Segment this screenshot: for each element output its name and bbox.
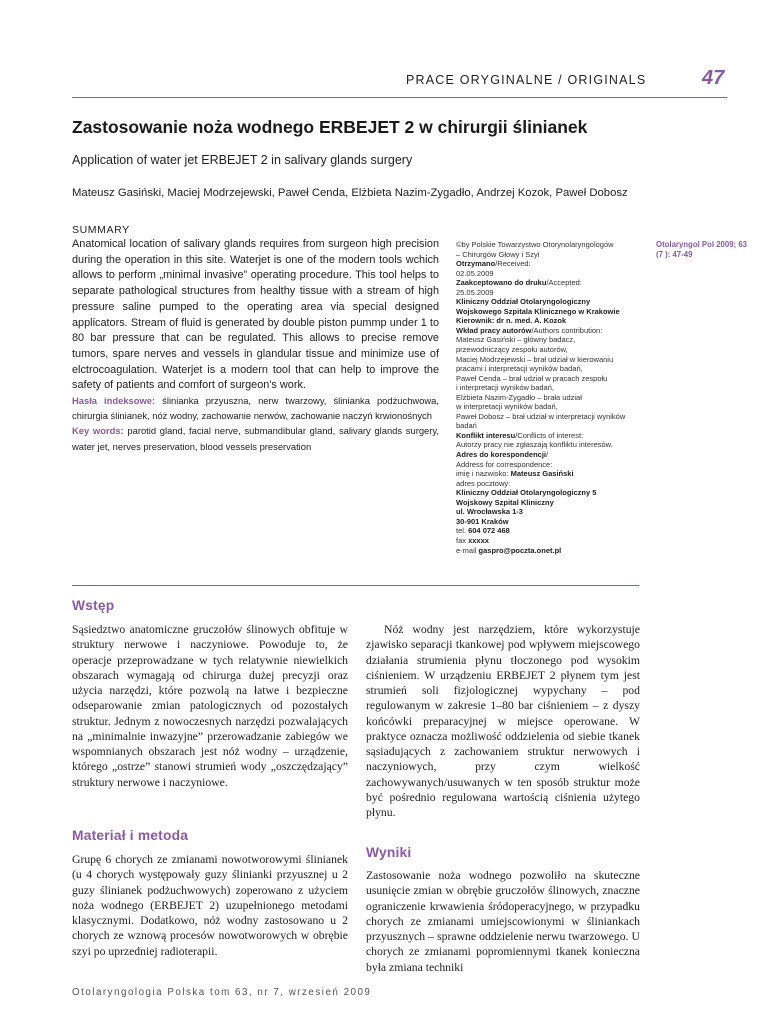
- metadata-line: Zaakceptowano do druku/Accepted:: [456, 278, 582, 288]
- metadata-line: 30-901 Kraków: [456, 516, 509, 526]
- summary-heading: SUMMARY: [72, 224, 130, 236]
- metadata-line: Elżbieta Nazim-Zygadło – brała udział: [456, 392, 582, 402]
- metadata-line: Wojskowy Szpital Kliniczny: [456, 497, 554, 507]
- metadata-line: w interpretacji wyników badań,: [456, 402, 558, 412]
- metadata-line: 02.05.2009: [456, 268, 494, 278]
- article-metadata: [456, 240, 646, 555]
- metadata-line: Kliniczny Oddział Otolaryngologiczny 5: [456, 488, 597, 498]
- metadata-line: Maciej Modrzejewski – brał udział w kierowaniu: [456, 354, 614, 364]
- summary-text: Anatomical location of salivary glands requires from surgeon high precision during the operation in this site. Waterjet is one of the modern tools wchich allows to perform „minimal invasive” operating procedure. This tool helps to separate pathological structures from healthy tissue with a stream of high pressure saline pumped to the operating area via special designed applicators. Stream of fluid is generated by double piston pummp under 1 to 80 bar pressure that can be regulated. This allows to precise remove tumors, spare nerves and vessels in glandular tissue and minimize use of elctrocoagulation. Waterjet is a modern tool that can help to improve the safety of patients and comfort of surgeon's work.: [72, 238, 439, 392]
- metadata-line: Address for correspondence:: [456, 459, 553, 469]
- author-list: Mateusz Gasiński, Maciej Modrzejewski, Paweł Cenda, Elżbieta Nazim-Zygadło, Andrzej Kozok, Paweł Dobosz: [72, 187, 628, 199]
- keywords-pl: [72, 393, 439, 423]
- metadata-line: Otrzymano/Received:: [456, 259, 531, 269]
- metadata-line: badań: [456, 421, 477, 431]
- metadata-line: fax xxxxx: [456, 535, 489, 545]
- section-text-material: Grupę 6 chorych ze zmianami nowotworowymi ślinianek (u 4 chorych występowały guzy ślinianki przyusznej u 2 guzy ślinianek podżuchwowych) zoperowano z użyciem noża wodnego (ERBEJET 2) uzupełnionego metodami klasycznymi. Dodatkowo, nóż wodny zastosowano u 2 chorych ze wznową procesów nowotworowych w obrębie szyi po uprzedniej radioterapii.: [72, 853, 348, 958]
- metadata-line: i interpretacji wyników badań,: [456, 383, 554, 393]
- header-divider: [72, 97, 727, 98]
- keywords-pl-label: Hasła indeksowe:: [72, 395, 156, 406]
- metadata-line: adres pocztowy:: [456, 478, 511, 488]
- metadata-line: Adres do korespondencji/: [456, 450, 549, 460]
- metadata-line: Kierownik: dr n. med. A. Kozok: [456, 316, 567, 326]
- keywords-en-text: parotid gland, facial nerve, submandibular gland, salivary glands surgery, water jet, nerves preservation, blood vessels preservation: [72, 425, 439, 452]
- keywords-en: [72, 423, 439, 453]
- metadata-line: Paweł Dobosz – brał udział w interpretacji wyników: [456, 411, 626, 421]
- metadata-line: e-mail gaspro@poczta.onet.pl: [456, 545, 562, 555]
- section-heading-wstep: Wstęp: [72, 598, 115, 613]
- section-label: PRACE ORYGINALNE / ORIGINALS: [406, 73, 647, 87]
- metadata-line: Paweł Cenda – brał udział w pracach zespołu: [456, 373, 608, 383]
- keywords-block: [72, 393, 439, 454]
- section-text-noz: Nóż wodny jest narzędziem, które wykorzystuje zjawisko separacji tkankowej pod wpływem miejscowego działania strumienia płynu tłoczonego pod wysokim ciśnieniem. W urządzeniu ERBEJET 2 płynem tym jest strumień soli fizjologicznej wypychany – pod regulowanym w zakresie 1–80 bar ciśnieniem – z dyszy końcówki preparacyjnej w miejsce operowane. W praktyce oznacza możliwość oddzielenia od siebie tkanek sąsiadujących z zachowaniem struktur nerwowych i naczyniowych, przy czym wielkość zachowywanych/usuwanych w ten sposób struktur może być pośrednio regulowana wartością ciśnienia użytego płynu.: [366, 623, 640, 819]
- metadata-line: ul. Wrocławska 1-3: [456, 507, 523, 517]
- metadata-line: Mateusz Gasiński – główny badacz,: [456, 335, 576, 345]
- metadata-line: Kliniczny Oddział Otolaryngologiczny: [456, 297, 591, 307]
- metadata-line: Wkład pracy autorów/Authors contribution:: [456, 325, 603, 335]
- metadata-line: Wojskowego Szpitala Klinicznego w Krakowie: [456, 306, 620, 316]
- metadata-line: imię i nazwisko: Mateusz Gasiński: [456, 469, 574, 479]
- content-divider: [72, 585, 639, 586]
- keywords-en-label: Key words:: [72, 425, 124, 437]
- article-title: Zastosowanie noża wodnego ERBEJET 2 w chirurgii ślinianek: [72, 117, 588, 137]
- section-heading-material: Materiał i metoda: [72, 828, 189, 843]
- metadata-line: – Chirurgów Głowy i Szyi: [456, 249, 540, 259]
- section-text-wyniki: Zastosowanie noża wodnego pozwoliło na skuteczne usunięcie zmian w obrębie gruczołów ślinowych, znaczne ograniczenie krwawienia śródoperacyjnego, w przypadku chorych ze zmianami umiejscowionymi w śliniankach przyusznych – sprawne oddzielenie nerwu twarzowego. U chorych ze zmianami popromiennymi tkanek konieczna była zmiana techniki: [366, 869, 640, 974]
- journal-footer: Otolaryngologia Polska tom 63, nr 7, wrzesień 2009: [72, 987, 372, 998]
- metadata-line: Autorzy pracy nie zgłaszają konfliktu interesów.: [456, 440, 613, 450]
- metadata-line: 25.05.2009: [456, 287, 494, 297]
- keywords-pl-text: ślinianka przyuszna, nerw twarzowy, ślinianka podżuchwowa, chirurgia ślinianek, nóż wodny, zachowanie nerwów, zachowanie naczyń krwionośnych: [72, 395, 439, 422]
- metadata-line: pracami i interpretacji wyników badań,: [456, 364, 583, 374]
- journal-citation: Otolaryngol Pol 2009; 63 (7 ): 47-49: [656, 240, 747, 259]
- section-text-wstep: Sąsiedztwo anatomiczne gruczołów ślinowych obfituje w struktury nerwowe i naczyniowe. Powoduje to, że operacje przeprowadzane w tych relatywnie niewielkich obszarach wymagają od chirurga dużej precyzji oraz użycia narzędzi, które pozwolą na łatwe i bezpieczne odseparowanie zmian patologicznych od pozostałych struktur. Jednym z nowoczesnych narzędzi pozwalających na „minimalnie inwazyjne” przerowadzanie zabiegów we wspomnianych obszarach jest nóż wodny – urządzenie, którego „ostrze” stanowi strumień wody „oszczędzający” struktury nerwowe i naczyniowe.: [72, 623, 348, 789]
- metadata-line: ©by Polskie Towarzystwo Otorynolaryngologów: [456, 240, 614, 249]
- metadata-line: tel. 604 072 468: [456, 526, 510, 536]
- article-subtitle: Application of water jet ERBEJET 2 in salivary glands surgery: [72, 153, 413, 167]
- metadata-line: Konflikt interesu/Conflicts of interest:: [456, 430, 584, 440]
- section-heading-wyniki: Wyniki: [366, 845, 412, 860]
- metadata-line: przewodniczący zespołu autorów,: [456, 345, 568, 355]
- page-number: 47: [702, 67, 725, 89]
